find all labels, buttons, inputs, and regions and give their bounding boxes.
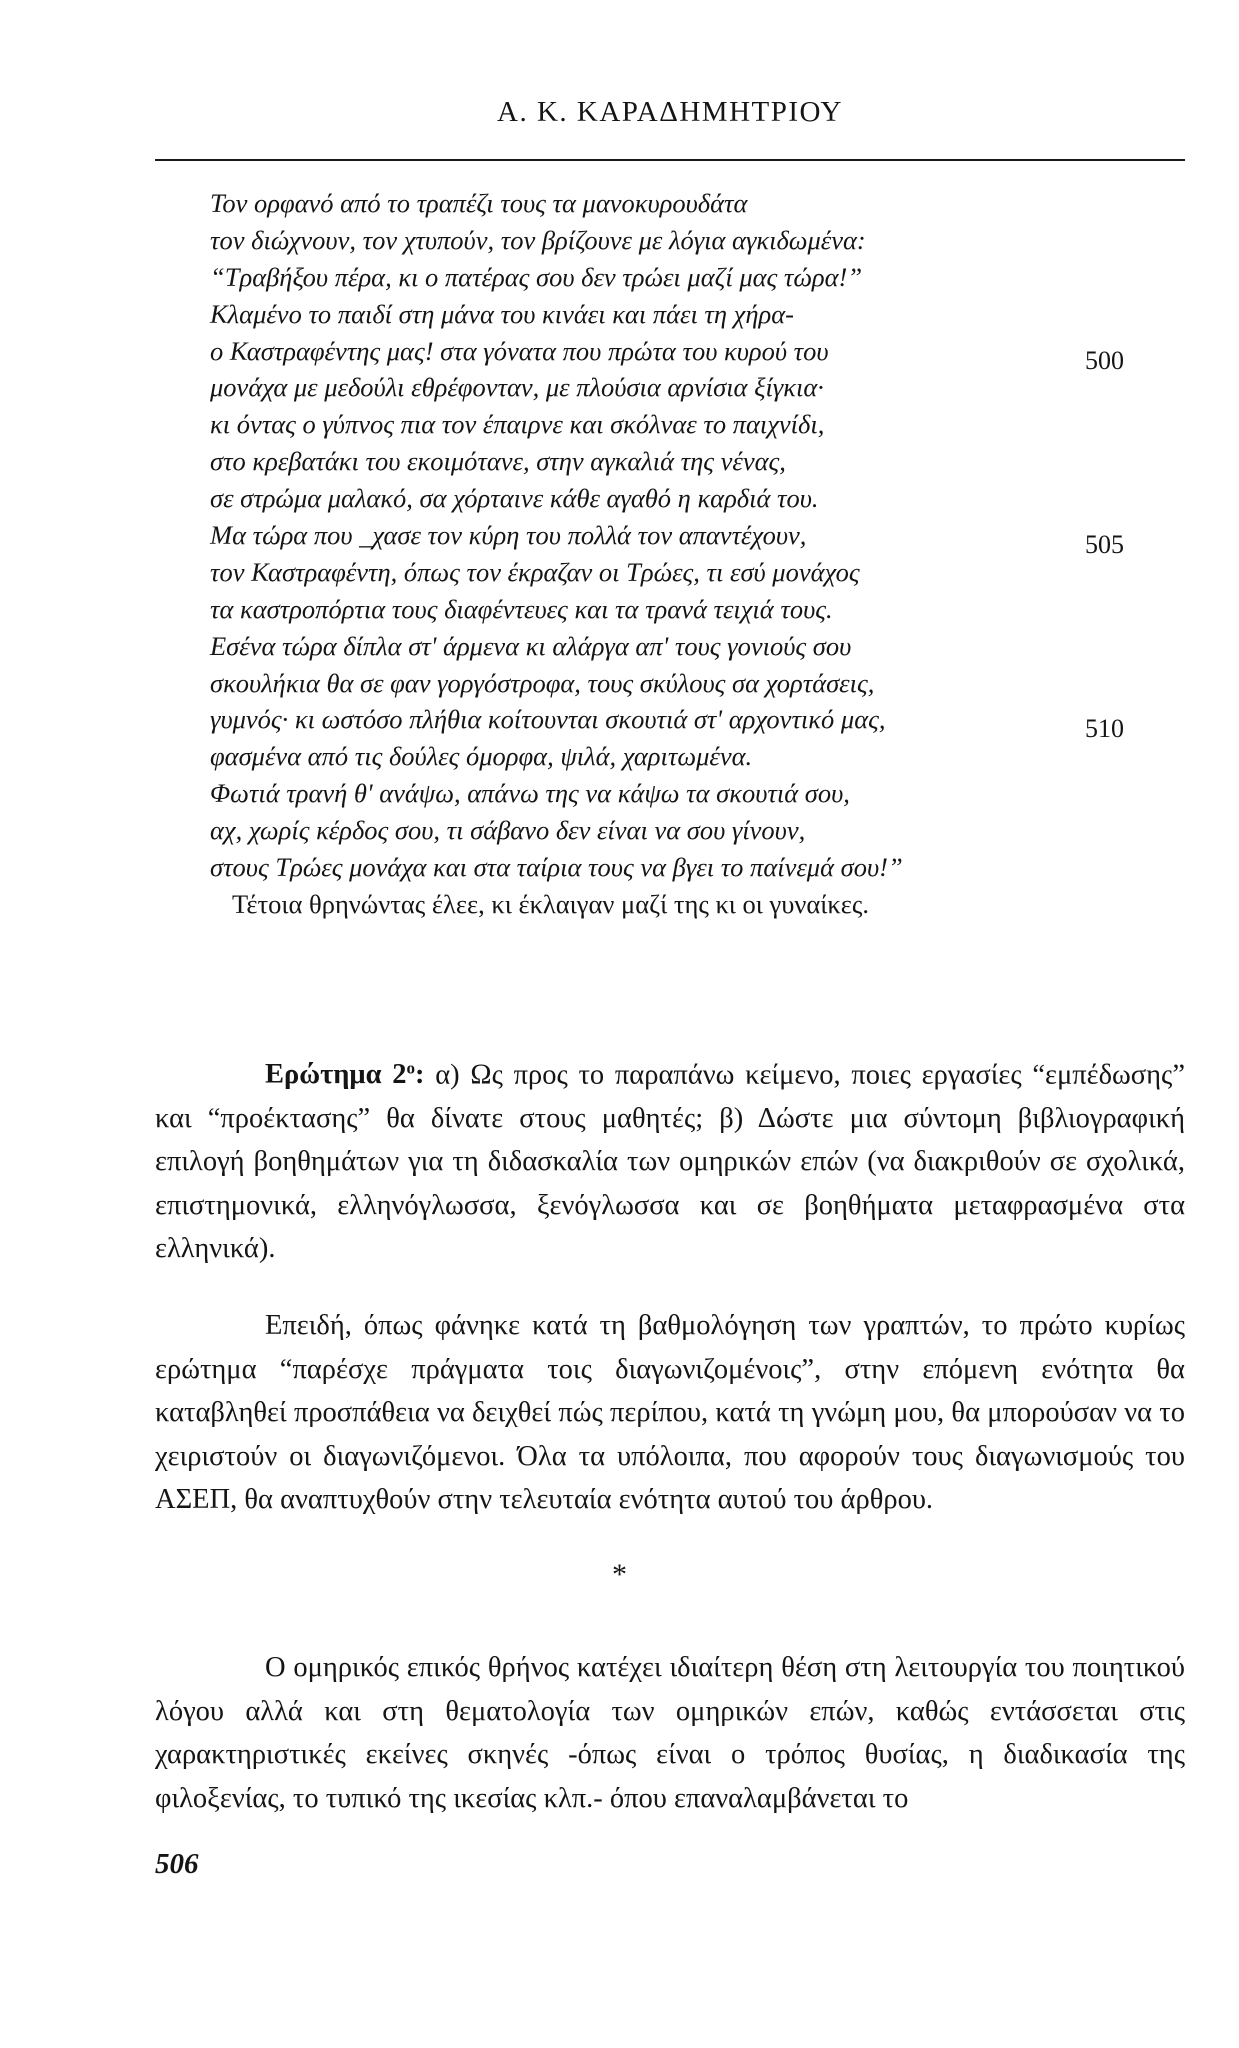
question-label-text: Ερώτημα 2 bbox=[265, 1059, 407, 1091]
verse-line bbox=[210, 480, 1190, 517]
verse-line bbox=[210, 554, 1190, 591]
question-text: α) Ως προς το παραπάνω κείμενο, ποιες εργασίες “εμπέδωσης” και “προέκτασης” θα δίνατε στους μαθητές; β) Δώστε μια σύντομη βιβλιογραφική επιλογή βοηθημάτων για τη διδασκαλία των ομηρικών επών (να διακριθούν σε σχολικά, επιστημονικά, ελληνόγλωσσα, ξενόγλωσσα και σε βοηθήματα μεταφρασμένα στα ελληνικά). bbox=[155, 1059, 1185, 1265]
verse-line-text: φασμένα από τις δούλες όμορφα, ψιλά, χαριτωμένα. bbox=[210, 741, 753, 772]
verse-line bbox=[210, 886, 1190, 923]
verse-line bbox=[210, 665, 1190, 702]
verse-line-text: Εσένα τώρα δίπλα στ' άρμενα κι αλάργα απ' τους γονιούς σου bbox=[210, 630, 852, 661]
verse-line-text: τον διώχνουν, τον χτυπούν, τον βρίζουνε με λόγια αγκιδωμένα: bbox=[210, 224, 866, 255]
question-label-superscript: ο bbox=[406, 1059, 416, 1078]
verse-line-text: Φωτιά τρανή θ' ανάψω, απάνω της να κάψω τα σκουτιά σου, bbox=[210, 778, 850, 809]
verse-line bbox=[210, 369, 1190, 406]
verse-line-text: στο κρεβατάκι του εκοιμότανε, στην αγκαλιά της νένας, bbox=[210, 446, 786, 477]
verse-line bbox=[210, 517, 1190, 560]
running-head: Α. Κ. ΚΑΡΑΔΗΜΗΤΡΙΟΥ bbox=[497, 96, 843, 128]
verse-line bbox=[210, 406, 1190, 443]
verse-line bbox=[210, 849, 1190, 886]
verse-line bbox=[210, 738, 1190, 775]
verse-line-text: “Τραβήξου πέρα, κι ο πατέρας σου δεν τρώει μαζί μας τώρα!” bbox=[210, 261, 863, 292]
verse-line bbox=[210, 591, 1190, 628]
question-label-colon: : bbox=[415, 1059, 425, 1091]
verse-line-text: Τον ορφανό από το τραπέζι τους τα μανοκυρουδάτα bbox=[210, 188, 748, 218]
verse-line bbox=[210, 628, 1190, 665]
verse-line bbox=[210, 701, 1190, 744]
verse-line-text: τον Καστραφέντη, όπως τον έκραζαν οι Τρώες, τι εσύ μονάχος bbox=[210, 556, 860, 587]
verse-line-text: τα καστροπόρτια τους διαφέντευες και τα τρανά τειχιά τους. bbox=[210, 593, 833, 624]
verse-line bbox=[210, 333, 1190, 375]
verse-line bbox=[210, 296, 1190, 333]
verse-line-text: σκουλήκια θα σε φαν γοργόστροφα, τους σκύλους σα χορτάσεις, bbox=[210, 667, 875, 698]
verse-line-text: κι όντας ο γύπνος πια τον έπαιρνε και σκόλναε το παιχνίδι, bbox=[210, 409, 825, 440]
paragraph-homeric-lament: Ο ομηρικός επικός θρήνος κατέχει ιδιαίτερη θέση στη λειτουργία του ποιητικού λόγου αλλά και στη θεματολογία των ομηρικών επών, καθώς εντάσσεται στις χαρακτηριστικές εκείνες σκηνές -όπως είναι ο τρόπος θυσίας, η διαδικασία της φιλοξενίας, το τυπικό της ικεσίας κλπ.- όπου επαναλαμβάνεται το bbox=[155, 1652, 1185, 1814]
verse-line-number: 510 bbox=[1085, 714, 1124, 744]
verse-line-text: αχ, χωρίς κέρδος σου, τι σάβανο δεν είναι να σου γίνουν, bbox=[210, 815, 806, 846]
verse-line-text: Τέτοια θρηνώντας έλεε, κι έκλαιγαν μαζί της κι οι γυναίκες. bbox=[232, 888, 869, 919]
verse-line-number: 500 bbox=[1085, 345, 1124, 375]
verse-line-text: γυμνός· κι ωστόσο πλήθια κοίτουνται σκουτιά στ' αρχοντικό μας, bbox=[210, 704, 886, 735]
verse-line bbox=[210, 222, 1190, 259]
verse-line-text: ο Καστραφέντης μας! στα γόνατα που πρώτα του κυρού του bbox=[210, 335, 829, 366]
verse-line bbox=[210, 443, 1190, 480]
verse-passage bbox=[210, 185, 1190, 923]
verse-line bbox=[210, 775, 1190, 812]
verse-line bbox=[210, 812, 1190, 849]
verse-line-text: μονάχα με μεδούλι εθρέφονταν, με πλούσια αρνίσια ξίγκια· bbox=[210, 372, 824, 403]
question-label bbox=[265, 1059, 425, 1090]
question-paragraph bbox=[155, 1047, 1185, 1271]
page-number: 506 bbox=[155, 1848, 199, 1880]
section-separator: * bbox=[612, 1558, 627, 1591]
verse-line-text: στους Τρώες μονάχα και στα ταίρια τους να βγει το παίνεμά σου!” bbox=[210, 852, 903, 883]
verse-line bbox=[210, 259, 1190, 296]
verse-line-number: 505 bbox=[1085, 530, 1124, 560]
verse-line bbox=[210, 185, 1190, 222]
verse-line-text: σε στρώμα μαλακό, σα χόρταινε κάθε αγαθό η καρδιά του. bbox=[210, 483, 819, 514]
verse-line-text: Κλαμένο το παιδί στη μάνα του κινάει και πάει τη χήρα- bbox=[210, 298, 794, 329]
header-rule bbox=[155, 159, 1185, 161]
verse-line-text: Μα τώρα που _χασε τον κύρη του πολλά τον απαντέχουν, bbox=[210, 520, 807, 551]
paragraph-next-section: Επειδή, όπως φάνηκε κατά τη βαθμολόγηση των γραπτών, το πρώτο κυρίως ερώτημα “παρέσχε πράγματα τοις διαγωνιζομένοις”, στην επόμενη ενότητα θα καταβληθεί προσπάθεια να δειχθεί πώς περίπου, κατά τη γνώμη μου, θα μπορούσαν να το χειριστούν οι διαγωνιζόμενοι. Όλα τα υπόλοιπα, που αφορούν τους διαγωνισμούς του ΑΣΕΠ, θα αναπτυχθούν στην τελευταία ενότητα αυτού του άρθρου. bbox=[155, 1310, 1185, 1515]
